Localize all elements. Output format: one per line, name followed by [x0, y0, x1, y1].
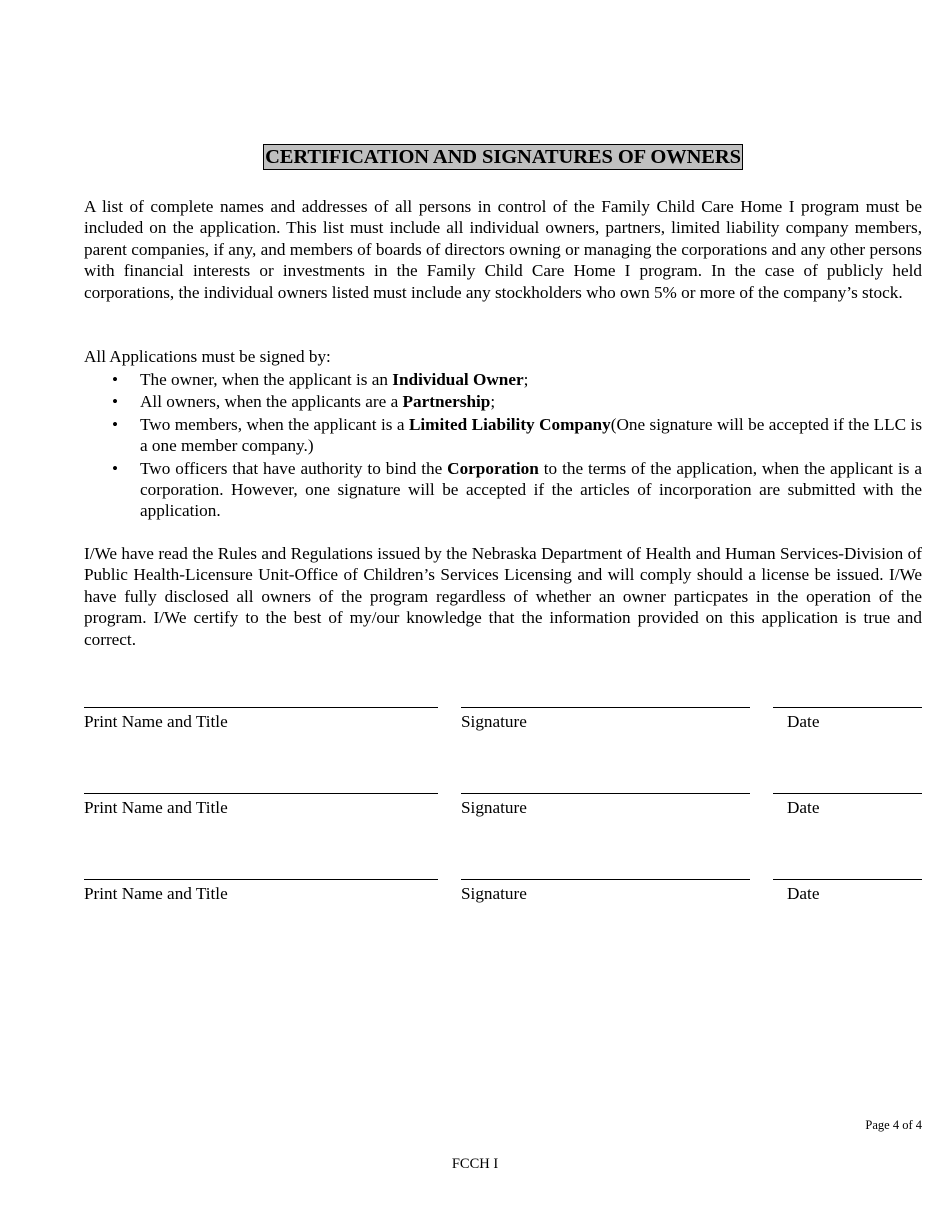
- name-title-field[interactable]: [84, 879, 438, 880]
- date-label: Date: [787, 712, 820, 731]
- name-title-field[interactable]: [84, 707, 438, 708]
- signature-label: Signature: [461, 712, 527, 731]
- name-title-label: Print Name and Title: [84, 884, 228, 903]
- list-item: • Two officers that have authority to bind the Corporation to the terms of the application, when the applicant is a corporation. However, one signature will be accepted if the articles of incorporation are submitted with the application.: [112, 458, 922, 521]
- date-field[interactable]: [773, 879, 922, 880]
- date-label: Date: [787, 884, 820, 903]
- signature-field[interactable]: [461, 793, 750, 794]
- date-field[interactable]: [773, 793, 922, 794]
- list-item: • Two members, when the applicant is a Limited Liability Company(One signature will be accepted if the LLC is a one member company.): [112, 414, 923, 456]
- title-container: [84, 144, 922, 170]
- signature-row: [84, 879, 922, 919]
- signature-label: Signature: [461, 884, 527, 903]
- bullet-icon: •: [112, 414, 119, 434]
- date-label: Date: [787, 798, 820, 817]
- signature-label: Signature: [461, 798, 527, 817]
- bullet-icon: •: [112, 458, 119, 478]
- document-page: [84, 0, 922, 1230]
- list-item: • All owners, when the applicants are a Partnership;: [112, 392, 496, 412]
- name-title-label: Print Name and Title: [84, 712, 228, 731]
- list-item: • The owner, when the applicant is an Individual Owner;: [112, 370, 529, 389]
- certification-paragraph: I/We have read the Rules and Regulations issued by the Nebraska Department of Health and Human Services-Division of Public Health-Licensure Unit-Office of Children’s Services Licensing and will comply should a license be issued. I/We have fully disclosed all owners of the program regardless of whether an owner particpates in the operation of the program. I/We certify to the best of my/our knowledge that the information provided on this application is true and correct.: [84, 544, 922, 649]
- name-title-label: Print Name and Title: [84, 798, 228, 817]
- date-field[interactable]: [773, 707, 922, 708]
- signature-field[interactable]: [461, 707, 750, 708]
- intro-paragraph: A list of complete names and addresses of all persons in control of the Family Child Care Home I program must be included on the application. This list must include all individual owners, partners, limited liability company members, parent companies, if any, and members of boards of directors owning or managing the corporations and any other persons with financial interests or investments in the Family Child Care Home I program. In the case of publicly held corporations, the individual owners listed must include any stockholders who own 5% or more of the company’s stock.: [84, 197, 922, 302]
- bullet-icon: •: [112, 392, 119, 412]
- page-number: Page 4 of 4: [865, 1118, 922, 1132]
- footer-form-code: FCCH I: [451, 1156, 499, 1172]
- signature-field[interactable]: [461, 879, 750, 880]
- name-title-field[interactable]: [84, 793, 438, 794]
- signature-row: [84, 707, 922, 747]
- signed-by-heading: All Applications must be signed by:: [84, 347, 331, 366]
- bullet-icon: •: [112, 370, 119, 389]
- page-title: CERTIFICATION AND SIGNATURES OF OWNERS: [265, 146, 741, 168]
- signature-row: [84, 793, 922, 833]
- signer-requirements-list: [84, 369, 922, 523]
